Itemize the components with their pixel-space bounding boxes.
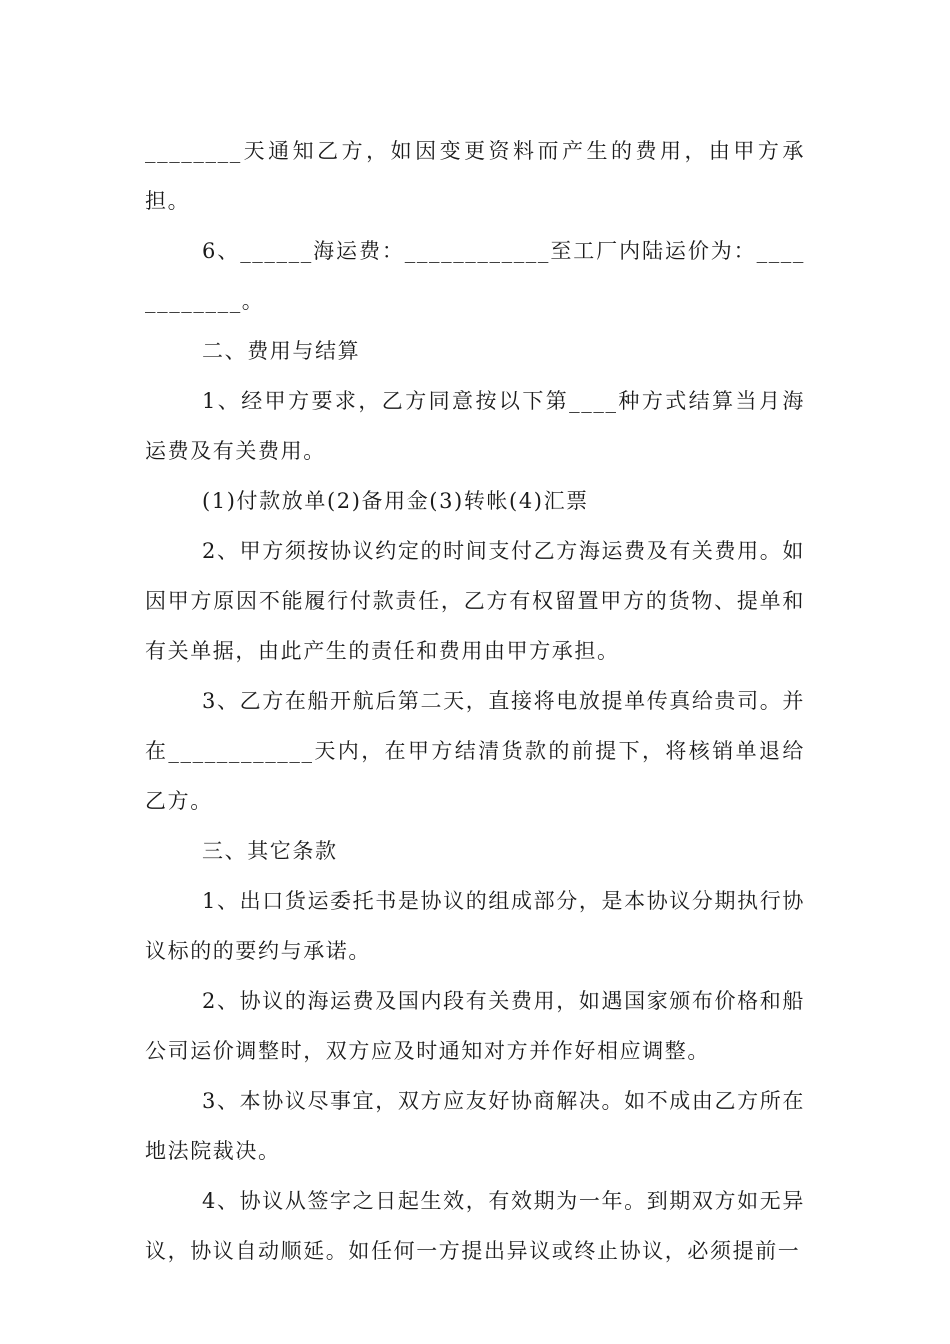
- paragraph-telex-release: 3、乙方在船开航后第二天，直接将电放提单传真给贵司。并在____________天内，在甲方结清货款的前提下，将核销单退给乙方。: [145, 689, 805, 813]
- paragraph-continuation-notice: ________天通知乙方，如因变更资料而产生的费用，由甲方承担。: [145, 139, 805, 213]
- document-body: [145, 126, 805, 1276]
- section-heading-other-terms: 三、其它条款: [202, 839, 338, 863]
- paragraph-validity: 4、协议从签字之日起生效，有效期为一年。到期双方如无异议，协议自动顺延。如任何一方提出异议或终止协议，必须提前一: [145, 1189, 805, 1263]
- paragraph-payment-options: (1)付款放单(2)备用金(3)转帐(4)汇票: [202, 489, 589, 513]
- paragraph-consignment-letter: 1、出口货运委托书是协议的组成部分，是本协议分期执行协议标的的要约与承诺。: [145, 889, 805, 963]
- paragraph-dispute-resolution: 3、本协议尽事宜，双方应友好协商解决。如不成由乙方所在地法院裁决。: [145, 1089, 805, 1163]
- paragraph-ocean-freight: 6、______海运费：____________至工厂内陆运价为：____________。: [145, 239, 805, 313]
- paragraph-settlement-method: 1、经甲方要求，乙方同意按以下第____种方式结算当月海运费及有关费用。: [145, 389, 805, 463]
- section-heading-fees-settlement: 二、费用与结算: [202, 339, 361, 363]
- paragraph-price-adjustment: 2、协议的海运费及国内段有关费用，如遇国家颁布价格和船公司运价调整时，双方应及时通知对方并作好相应调整。: [145, 989, 805, 1063]
- paragraph-payment-obligation: 2、甲方须按协议约定的时间支付乙方海运费及有关费用。如因甲方原因不能履行付款责任，乙方有权留置甲方的货物、提单和有关单据，由此产生的责任和费用由甲方承担。: [145, 539, 805, 663]
